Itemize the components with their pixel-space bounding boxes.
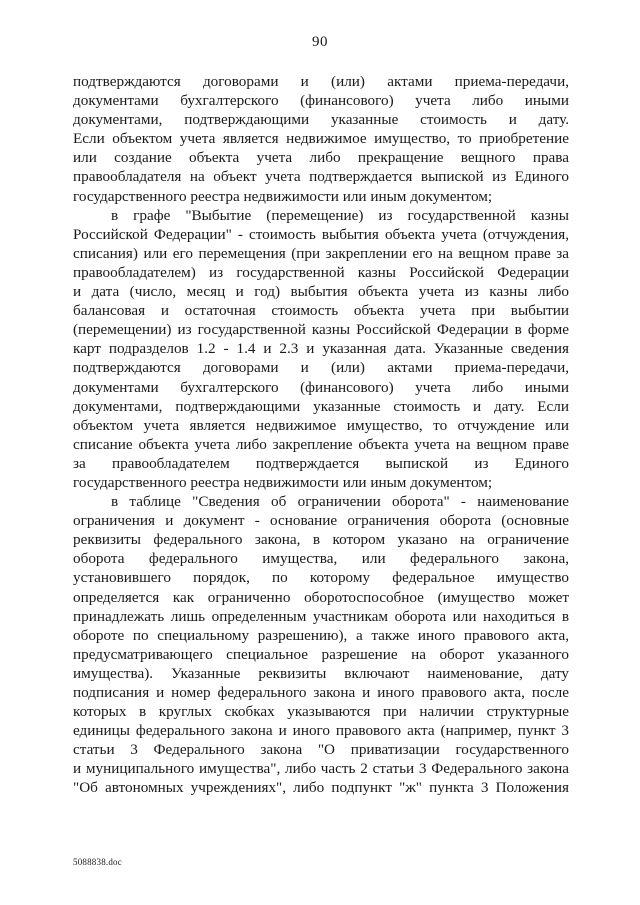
text-line: ограничения и документ - основание ограничения оборота (основные — [73, 512, 569, 530]
text-line: и дата (число, месяц и год) выбытия объекта учета из казны либо — [73, 283, 569, 301]
text-line: правообладателя на объект учета подтверждается выпиской из Единого — [73, 168, 569, 186]
text-line: или создание объекта учета либо прекращение вещного права — [73, 149, 569, 167]
text-line: принадлежать лишь определенным участникам оборота или находиться в — [73, 607, 569, 625]
document-body — [73, 72, 569, 798]
page-number: 90 — [312, 34, 328, 50]
text-line: списание объекта учета либо закрепление объекта учета на вещном праве — [73, 435, 569, 453]
text-line: документами, подтверждающими указанные стоимость и дату. Если — [73, 397, 569, 415]
text-line: государственного реестра недвижимости или иным документом; — [73, 187, 493, 205]
text-line: статьи 3 Федерального закона "О приватизации государственного — [73, 741, 569, 759]
text-line: обороте по специальному разрешению), а также иного правового акта, — [73, 626, 569, 644]
text-line: за правообладателем подтверждается выпиской из Единого — [73, 454, 569, 472]
text-line: "Об автономных учреждениях", либо подпункт "ж" пункта 3 Положения — [73, 779, 569, 797]
text-line: подтверждаются договорами и (или) актами приема-передачи, — [73, 73, 569, 90]
text-line: предусматривающего специальное разрешение на оборот указанного — [73, 645, 569, 663]
text-line: определяется как ограниченно оборотоспособное (имущество может — [73, 588, 569, 606]
text-line: имущества). Указанные реквизиты включают наименование, дату — [73, 664, 569, 682]
text-line: (перемещении) из государственной казны Российской Федерации в форме — [73, 321, 569, 339]
text-line: документами бухгалтерского (финансового) учета либо иными — [73, 378, 569, 396]
text-line: балансовая и остаточная стоимость объекта учета при выбытии — [73, 302, 569, 320]
text-line: которых в круглых скобках указываются при наличии структурные — [73, 703, 569, 721]
text-line: в таблице "Сведения об ограничении оборота" - наименование — [111, 493, 569, 511]
text-line: в графе "Выбытие (перемещение) из государственной казны — [111, 206, 569, 224]
text-line: и муниципального имущества", либо часть 2 статьи 3 Федерального закона — [73, 760, 569, 778]
text-line: оборота федерального имущества, или федерального закона, — [73, 550, 569, 568]
text-line: Если объектом учета является недвижимое имущество, то приобретение — [73, 130, 569, 148]
text-line: реквизиты федерального закона, в котором указано на ограничение — [73, 531, 569, 549]
text-line: списания) или его перемещения (при закреплении его на вещном праве за — [73, 244, 569, 262]
text-line: подписания и номер федерального закона и иного правового акта, после — [73, 684, 569, 701]
text-line: документами, подтверждающими указанные стоимость и дату. — [73, 111, 569, 129]
text-line: государственного реестра недвижимости или иным документом; — [73, 473, 493, 491]
footer-document-code: 5088838.doc — [73, 857, 122, 867]
text-line: объектом учета является недвижимое имущество, то отчуждение или — [73, 416, 569, 434]
text-line: Российской Федерации" - стоимость выбытия объекта учета (отчуждения, — [73, 225, 569, 243]
text-line: правообладателем) из государственной казны Российской Федерации — [73, 263, 569, 281]
text-line: подтверждаются договорами и (или) актами приема-передачи, — [73, 359, 569, 377]
text-line: документами бухгалтерского (финансового) учета либо иными — [73, 92, 569, 110]
text-line: установившего порядок, по которому федеральное имущество — [73, 569, 569, 587]
text-line: карт подразделов 1.2 - 1.4 и 2.3 и указанная дата. Указанные сведения — [73, 340, 569, 358]
text-line: единицы федерального закона и иного правового акта (например, пункт 3 — [73, 722, 569, 740]
